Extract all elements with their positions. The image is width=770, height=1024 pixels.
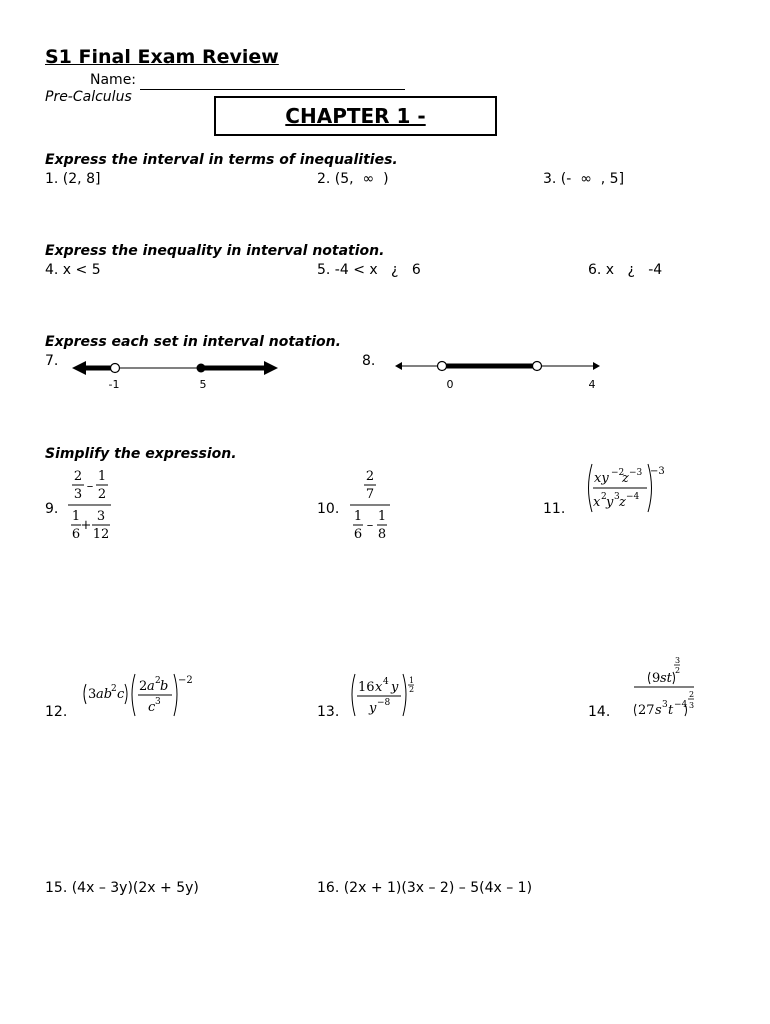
- svg-text:3: 3: [689, 701, 695, 710]
- problem-9: 9.: [45, 501, 59, 517]
- svg-text:−8: −8: [377, 698, 391, 708]
- svg-text:t: t: [668, 703, 674, 718]
- problem-12: 12.: [45, 704, 68, 720]
- problem-11: 11.: [543, 501, 566, 517]
- svg-text:a: a: [147, 679, 155, 694]
- svg-text:1: 1: [409, 676, 415, 685]
- expression-13: [347, 670, 421, 722]
- svg-text:2: 2: [409, 685, 415, 694]
- svg-text:2: 2: [111, 684, 117, 694]
- svg-text:c: c: [148, 700, 156, 715]
- number-line-7-left-arrow: [72, 361, 86, 375]
- svg-text:–: –: [366, 518, 374, 533]
- number-line-7-closed-point: [197, 364, 206, 373]
- svg-text:6: 6: [353, 527, 363, 542]
- problem-1: 1. (2, 8]: [45, 171, 101, 187]
- svg-text:c: c: [117, 687, 125, 702]
- svg-text:−3: −3: [650, 466, 665, 477]
- expression-9: [64, 466, 116, 544]
- svg-text:7: 7: [365, 487, 375, 502]
- svg-text:+: +: [80, 518, 92, 533]
- section-heading-inequality: Express the inequality in interval notation.: [45, 243, 385, 259]
- svg-text:16: 16: [358, 680, 375, 695]
- svg-text:y: y: [391, 680, 399, 695]
- expression-14: [630, 652, 702, 724]
- svg-text:8: 8: [377, 527, 387, 542]
- section-heading-simplify: Simplify the expression.: [45, 446, 237, 462]
- svg-text:3: 3: [155, 697, 161, 707]
- number-line-7-right-arrow: [264, 361, 278, 375]
- svg-text:2: 2: [155, 676, 161, 686]
- svg-text:z: z: [619, 495, 626, 510]
- expression-12: [80, 670, 200, 722]
- svg-text:x: x: [593, 495, 601, 510]
- svg-text:2: 2: [97, 487, 107, 502]
- number-line-7-label-b: 5: [199, 378, 207, 391]
- svg-text:ab: ab: [96, 687, 113, 702]
- svg-text:−2: −2: [178, 675, 193, 686]
- svg-text:1: 1: [377, 509, 387, 524]
- svg-text:–: –: [86, 479, 94, 494]
- svg-text:3: 3: [614, 492, 620, 502]
- number-line-7-open-point: [111, 364, 120, 373]
- svg-text:2: 2: [601, 492, 607, 502]
- svg-text:9: 9: [652, 671, 661, 686]
- number-line-8-open-point-left: [438, 362, 447, 371]
- svg-text:1: 1: [353, 509, 363, 524]
- svg-text:y: y: [369, 701, 377, 716]
- name-blank-line[interactable]: [140, 89, 405, 90]
- number-line-8-open-point-right: [533, 362, 542, 371]
- number-line-8-label-a: 0: [446, 378, 454, 391]
- svg-text:x: x: [375, 680, 383, 695]
- number-line-7-label-a: -1: [108, 378, 120, 391]
- svg-text:1: 1: [97, 469, 107, 484]
- number-line-8-left-arrow: [395, 362, 402, 370]
- number-line-8-label-b: 4: [588, 378, 596, 391]
- svg-text:12: 12: [92, 527, 110, 542]
- svg-text:4: 4: [383, 677, 389, 687]
- svg-text:2: 2: [689, 690, 695, 699]
- problem-8: 8.: [362, 353, 376, 369]
- svg-text:2: 2: [139, 679, 148, 694]
- svg-text:st: st: [660, 671, 672, 686]
- svg-text:−3: −3: [629, 468, 643, 478]
- svg-text:y: y: [606, 495, 614, 510]
- svg-text:3: 3: [675, 656, 681, 665]
- svg-text:2: 2: [675, 666, 681, 675]
- svg-text:3: 3: [662, 700, 668, 710]
- problem-16: 16. (2x + 1)(3x – 2) – 5(4x – 1): [317, 880, 533, 896]
- problem-6: 6. x ¿ -4: [588, 262, 663, 278]
- svg-text:s: s: [655, 703, 662, 718]
- svg-text:−4: −4: [674, 700, 688, 710]
- problem-13: 13.: [317, 704, 340, 720]
- expression-10: [346, 466, 394, 544]
- problem-2: 2. (5, ∞ ): [317, 171, 389, 187]
- problem-7: 7.: [45, 353, 59, 369]
- svg-text:b: b: [160, 679, 169, 694]
- svg-text:6: 6: [71, 527, 81, 542]
- number-line-8: [390, 355, 605, 395]
- svg-text:3: 3: [96, 509, 106, 524]
- svg-text:27: 27: [638, 703, 655, 718]
- section-heading-sets: Express each set in interval notation.: [45, 334, 341, 350]
- svg-text:xy: xy: [594, 471, 609, 486]
- svg-text:−4: −4: [626, 492, 640, 502]
- number-line-8-right-arrow: [593, 362, 600, 370]
- problem-10: 10.: [317, 501, 340, 517]
- course-label: Pre-Calculus: [45, 89, 132, 105]
- svg-text:3: 3: [88, 687, 97, 702]
- number-line-7: [70, 355, 285, 395]
- svg-text:2: 2: [73, 469, 83, 484]
- problem-4: 4. x < 5: [45, 262, 101, 278]
- section-heading-intervals: Express the interval in terms of inequalities.: [45, 152, 398, 168]
- name-label: Name:: [90, 72, 137, 88]
- svg-text:2: 2: [365, 469, 375, 484]
- page-title: S1 Final Exam Review: [45, 46, 279, 68]
- chapter-box: [214, 96, 497, 136]
- problem-15: 15. (4x – 3y)(2x + 5y): [45, 880, 199, 896]
- svg-text:1: 1: [71, 509, 81, 524]
- svg-text:3: 3: [73, 487, 83, 502]
- problem-14: 14.: [588, 704, 611, 720]
- problem-5: 5. -4 < x ¿ 6: [317, 262, 421, 278]
- chapter-heading: CHAPTER 1 -: [285, 104, 426, 128]
- svg-text:−2: −2: [611, 468, 625, 478]
- expression-11: [584, 460, 670, 520]
- problem-3: 3. (- ∞ , 5]: [543, 171, 625, 187]
- svg-text:z: z: [622, 471, 629, 486]
